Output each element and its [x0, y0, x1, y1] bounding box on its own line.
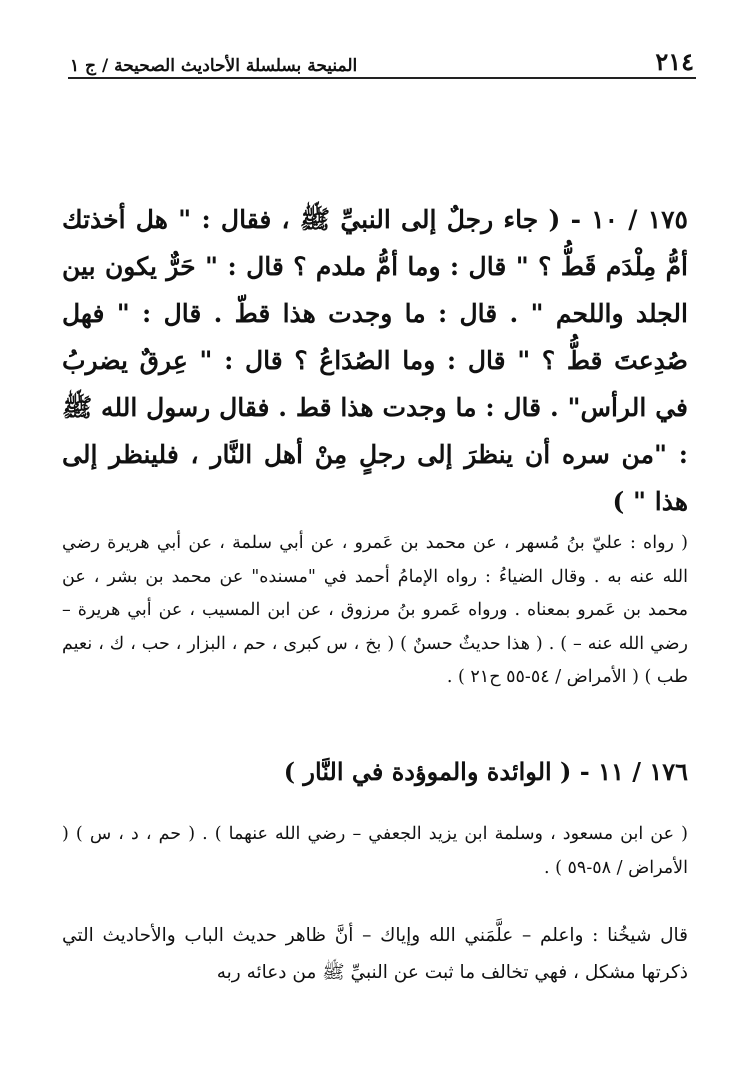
- page-number: ٢١٤: [655, 47, 694, 76]
- header-rule: [68, 77, 696, 79]
- hadith-176-takhrij: ( عن ابن مسعود ، وسلمة ابن يزيد الجعفي – رضي الله عنهما ) . ( حم ، د ، س ) ( الأمراض / ٥٨-٥٩ ) .: [62, 824, 688, 878]
- hadith-175-takhrij: ( رواه : عليّ بنُ مُسهر ، عن محمد بن عَمرو ، عن أبي سلمة ، عن أبي هريرة رضي الله عنه به . وقال الضياءُ : رواه الإمامُ أحمد في "مسنده" عن محمد بن بشر ، عن محمد بن عَمرو بمعناه . ورواه عَمرو بنُ مرزوق ، عن ابن المسيب ، عن أبي هريرة – رضي الله عنه – ) . ( هذا حديثٌ حسنٌ ) ( بخ ، س كبرى ، حم ، البزار ، حب ، ك ، نعيم طب ) ( الأمراض / ٥٤-٥٥ ح٢١ ) .: [62, 533, 688, 687]
- commentary-text: قال شيخُنا : واعلم – علَّمَني الله وإياك – أنَّ ظاهر حديث الباب والأحاديث التي ذكرتها مشكل ، فهي تخالف ما ثبت عن النبيِّ ﷺ من دعائه ربه: [62, 925, 688, 983]
- running-title: المنيحة بسلسلة الأحاديث الصحيحة / ج ١: [70, 56, 358, 76]
- hadith-175-text: ١٧٥ / ١٠ - ( جاء رجلٌ إلى النبيِّ ﷺ ، فقال : " هل أخذتك أمُّ مِلْدَم قَطُّ ؟ " قال : وما أمُّ ملدم ؟ قال : " حَرٌّ يكون بين الجلد واللحم " . قال : ما وجدت هذا قطّ . قال : " فهل صُدِعتَ قطُّ ؟ " قال : وما الصُدَاعُ ؟ قال : " عِرقٌ يضربُ في الرأس" . قال : ما وجدت هذا قط . فقال رسول الله ﷺ : "من سره أن ينظرَ إلى رجلٍ مِنْ أهل النَّار ، فلينظر إلى هذا " ): [62, 205, 688, 516]
- page-header: [70, 40, 694, 76]
- hadith-176-title: ١٧٦ / ١١ - ( الوائدة والموؤدة في النَّار ): [283, 757, 688, 786]
